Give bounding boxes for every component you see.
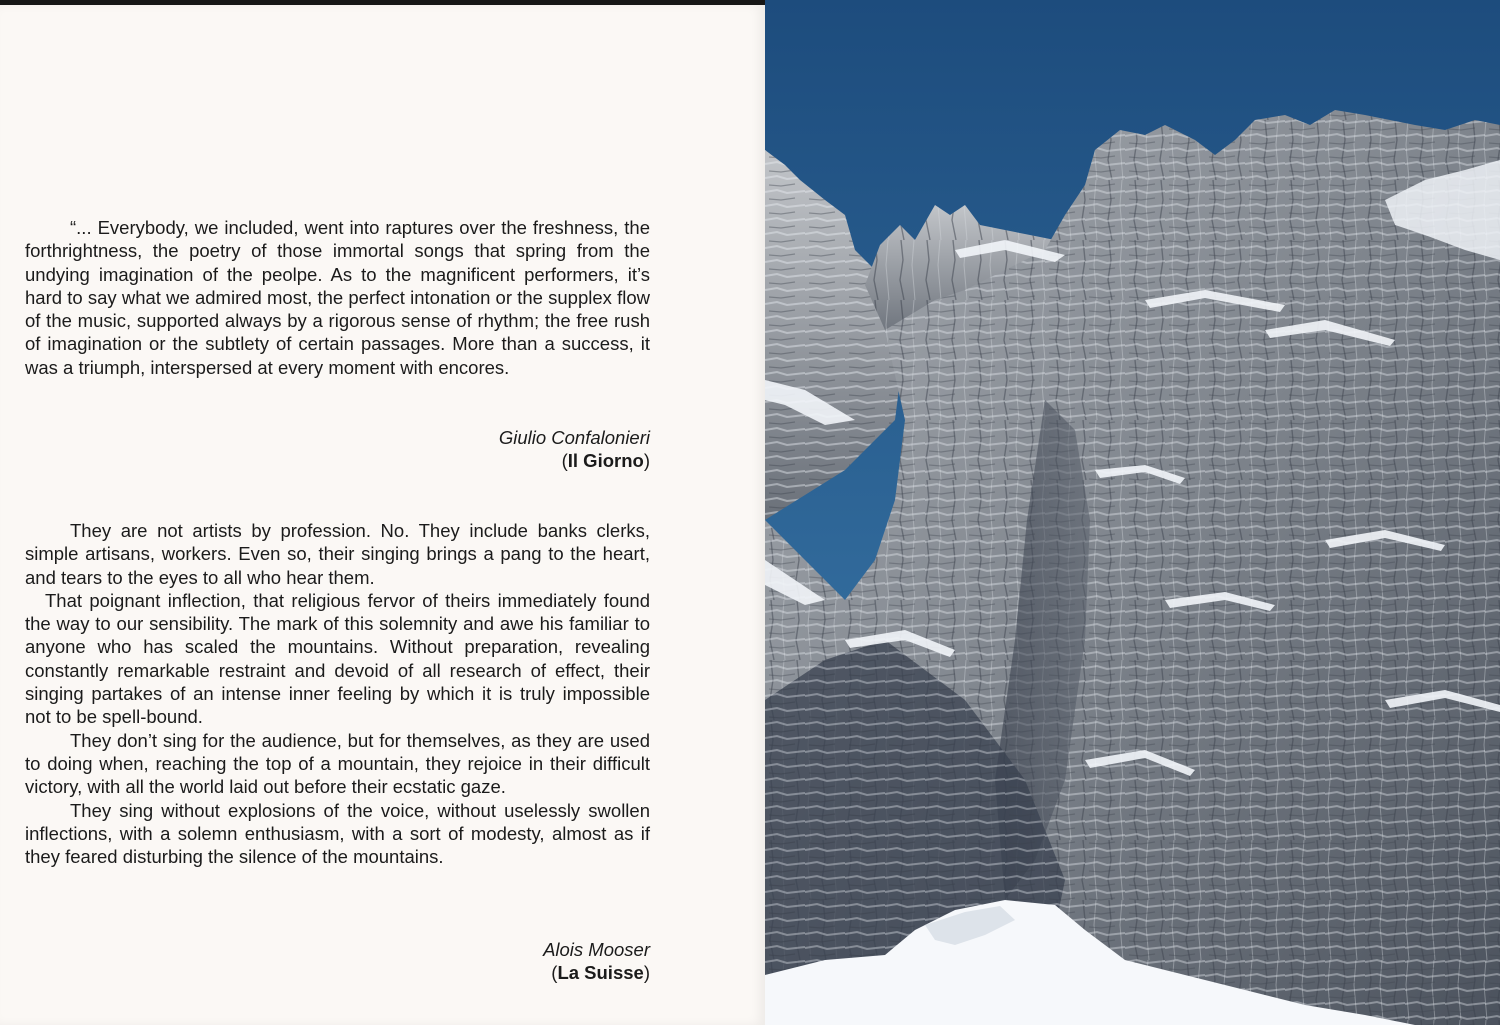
quote-2-paragraph: They are not artists by profession. No. They include banks clerks, simple artisans, workers. Even so, their singing brings a pang to the heart, and tears to the eyes to all who hear them.	[25, 520, 650, 588]
attribution-1	[499, 426, 650, 473]
source-1: (Il Giorno)	[561, 450, 650, 472]
mountain-illustration	[765, 0, 1500, 1025]
quote-2-paragraph: They don’t sing for the audience, but for themselves, as they are used to doing when, reaching the top of a mountain, they rejoice in their difficult victory, with all the world laid out before their ecstatic gaze.	[25, 729, 650, 798]
review-quote-1	[25, 216, 650, 379]
review-quote-2	[25, 519, 650, 868]
source-2: (La Suisse)	[551, 962, 650, 984]
author-2: Alois Mooser	[543, 939, 650, 960]
attribution-2	[543, 938, 650, 985]
quote-1-paragraph: “... Everybody, we included, went into raptures over the freshness, the forthrightness, the poetry of those immortal songs that spring from the undying imagination of the peolpe. As to the magnificent performers, it’s hard to say what we admired most, the perfect intonation or the supplex flow of the music, supported always by a rigorous sense of rhythm; the free rush of imagination or the subtlety of certain passages. More than a success, it was a triumph, interspersed at every moment with encores.	[25, 217, 650, 378]
text-page	[0, 5, 765, 1025]
source-2-name: La Suisse	[557, 962, 644, 984]
source-1-name: Il Giorno	[567, 450, 644, 472]
quote-2-paragraph: They sing without explosions of the voice, without uselessly swollen inflections, with a solemn enthusiasm, with a sort of modesty, almost as if they feared disturbing the silence of the mountains.	[25, 799, 650, 868]
mountain-photo	[765, 0, 1500, 1025]
author-1: Giulio Confalonieri	[498, 427, 650, 448]
quote-2-paragraph: That poignant inflection, that religious fervor of theirs immediately found the way to our sensibility. The mark of this solemnity and awe his familiar to anyone who has scaled the mountains. Without preparation, revealing constantly remarkable restraint and devoid of all research of effect, their singing partakes of an intense inner feeling by which it is truly impossible not to be spell-bound.	[25, 589, 650, 728]
